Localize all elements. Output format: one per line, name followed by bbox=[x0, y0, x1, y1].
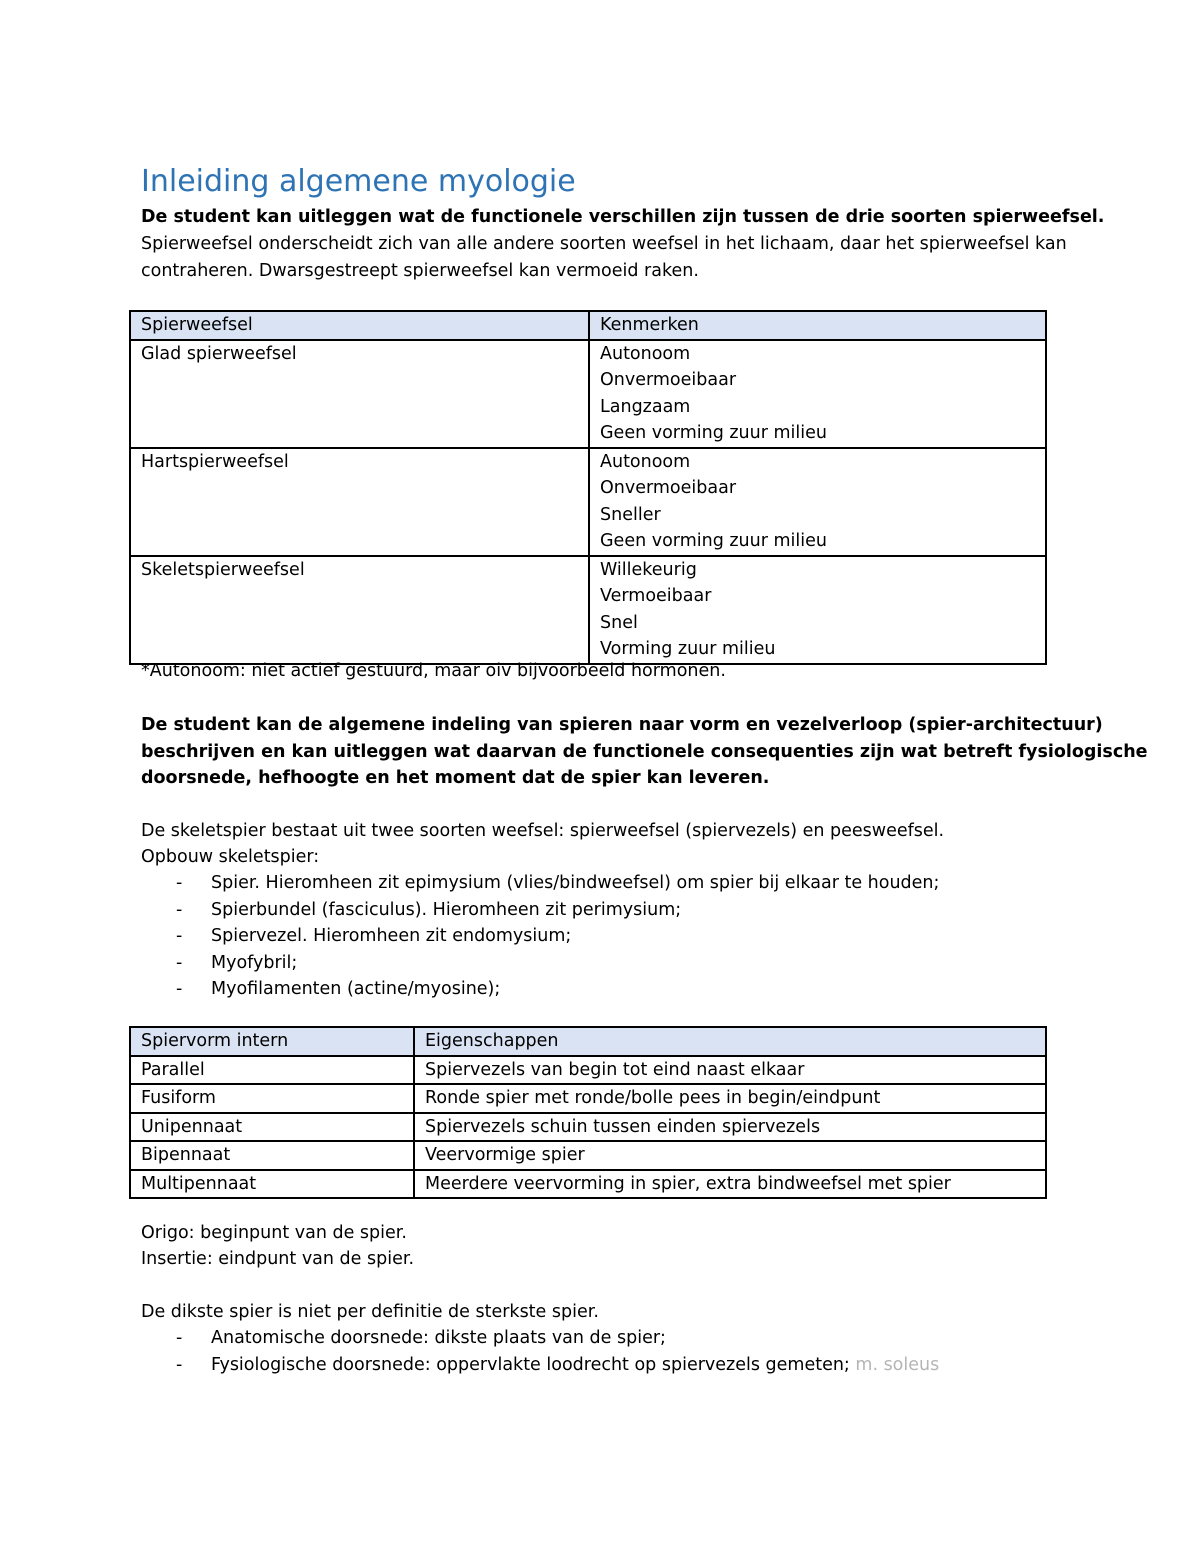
table-cell: Spiervezels van begin tot eind naast elkaar bbox=[414, 1056, 1046, 1085]
objective-2-line-3: doorsnede, hefhoogte en het moment dat de spier kan leveren. bbox=[141, 768, 770, 788]
table-cell: Meerdere veervorming in spier, extra bindweefsel met spier bbox=[414, 1170, 1046, 1199]
table-cell: Ronde spier met ronde/bolle pees in begin/eindpunt bbox=[414, 1084, 1046, 1113]
objective-2-line-1: De student kan de algemene indeling van spieren naar vorm en vezelverloop (spier-architectuur) bbox=[141, 715, 1103, 735]
table-row bbox=[130, 1056, 1046, 1085]
table-cell: Veervormige spier bbox=[414, 1141, 1046, 1170]
table-cell: Parallel bbox=[130, 1056, 414, 1085]
muscle-shape-table bbox=[129, 1026, 1047, 1199]
table-row bbox=[130, 340, 1046, 448]
list-item: - Myofybril; bbox=[141, 950, 939, 977]
trait-item: Vermoeibaar bbox=[600, 586, 712, 606]
trait-item: Geen vorming zuur milieu bbox=[600, 531, 827, 551]
list-item bbox=[141, 1325, 939, 1352]
list-item-text: Fysiologische doorsnede: oppervlakte loodrecht op spiervezels gemeten; bbox=[211, 1354, 856, 1375]
trait-item: Vorming zuur milieu bbox=[600, 639, 776, 659]
trait-item: Geen vorming zuur milieu bbox=[600, 423, 827, 443]
structure-heading: Opbouw skeletspier: bbox=[141, 847, 320, 867]
muscle-tissue-table bbox=[129, 310, 1047, 665]
intro-line-2: contraheren. Dwarsgestreept spierweefsel kan vermoeid raken. bbox=[141, 261, 699, 281]
list-item: - Myofilamenten (actine/myosine); bbox=[141, 976, 939, 1003]
insertie-definition: Insertie: eindpunt van de spier. bbox=[141, 1249, 415, 1269]
table-cell-type: Glad spierweefsel bbox=[130, 340, 589, 448]
page-title: Inleiding algemene myologie bbox=[141, 164, 576, 199]
table-cell-traits bbox=[589, 448, 1046, 556]
skeletal-intro: De skeletspier bestaat uit twee soorten weefsel: spierweefsel (spiervezels) en peesweefsel. bbox=[141, 821, 945, 841]
trait-item: Willekeurig bbox=[600, 559, 697, 580]
table-cell-type: Hartspierweefsel bbox=[130, 448, 589, 556]
trait-item: Onvermoeibaar bbox=[600, 478, 737, 498]
trait-item: Autonoom bbox=[600, 451, 691, 472]
table-cell-type: Skeletspierweefsel bbox=[130, 556, 589, 664]
trait-item: Snel bbox=[600, 612, 638, 633]
trait-item: Langzaam bbox=[600, 396, 691, 417]
table-header-row bbox=[130, 311, 1046, 340]
table-header-cell: Spiervorm intern bbox=[130, 1027, 414, 1056]
table-row bbox=[130, 556, 1046, 664]
thickest-muscle-note: De dikste spier is niet per definitie de sterkste spier. bbox=[141, 1302, 599, 1322]
table-row bbox=[130, 448, 1046, 556]
table-header-row bbox=[130, 1027, 1046, 1056]
list-item: - Spiervezel. Hieromheen zit endomysium; bbox=[141, 923, 939, 950]
table-cell-traits bbox=[589, 556, 1046, 664]
list-item: - Spier. Hieromheen zit epimysium (vlies/bindweefsel) om spier bij elkaar te houden; bbox=[141, 870, 939, 897]
table-row bbox=[130, 1170, 1046, 1199]
table-cell: Bipennaat bbox=[130, 1141, 414, 1170]
trait-item: Autonoom bbox=[600, 343, 691, 364]
trait-item: Onvermoeibaar bbox=[600, 370, 737, 390]
table-cell: Fusiform bbox=[130, 1084, 414, 1113]
list-item bbox=[141, 1352, 939, 1379]
table-header-cell: Kenmerken bbox=[589, 311, 1046, 340]
muscle-example-note: m. soleus bbox=[855, 1354, 940, 1375]
intro-line-1: Spierweefsel onderscheidt zich van alle andere soorten weefsel in het lichaam, daar het spierweefsel kan bbox=[141, 234, 1067, 254]
table-header-cell: Spierweefsel bbox=[130, 311, 589, 340]
trait-item: Sneller bbox=[600, 504, 661, 525]
table-row bbox=[130, 1113, 1046, 1142]
objective-2-line-2: beschrijven en kan uitleggen wat daarvan de functionele consequenties zijn wat betreft fysiologische bbox=[141, 742, 1148, 762]
table-cell: Spiervezels schuin tussen einden spiervezels bbox=[414, 1113, 1046, 1142]
list-item: - Spierbundel (fasciculus). Hieromheen zit perimysium; bbox=[141, 897, 939, 924]
table-cell-traits bbox=[589, 340, 1046, 448]
footnote: *Autonoom: niet actief gestuurd, maar oiv bijvoorbeeld hormonen. bbox=[141, 661, 726, 681]
list-item-text: Anatomische doorsnede: dikste plaats van de spier; bbox=[211, 1328, 666, 1348]
table-row bbox=[130, 1141, 1046, 1170]
table-header-cell: Eigenschappen bbox=[414, 1027, 1046, 1056]
structure-list bbox=[141, 870, 939, 1003]
objective-1: De student kan uitleggen wat de functionele verschillen zijn tussen de drie soorten spierweefsel. bbox=[141, 207, 1105, 227]
origo-definition: Origo: beginpunt van de spier. bbox=[141, 1223, 407, 1243]
table-cell: Unipennaat bbox=[130, 1113, 414, 1142]
cross-section-list bbox=[141, 1325, 939, 1378]
table-cell: Multipennaat bbox=[130, 1170, 414, 1199]
table-row bbox=[130, 1084, 1046, 1113]
